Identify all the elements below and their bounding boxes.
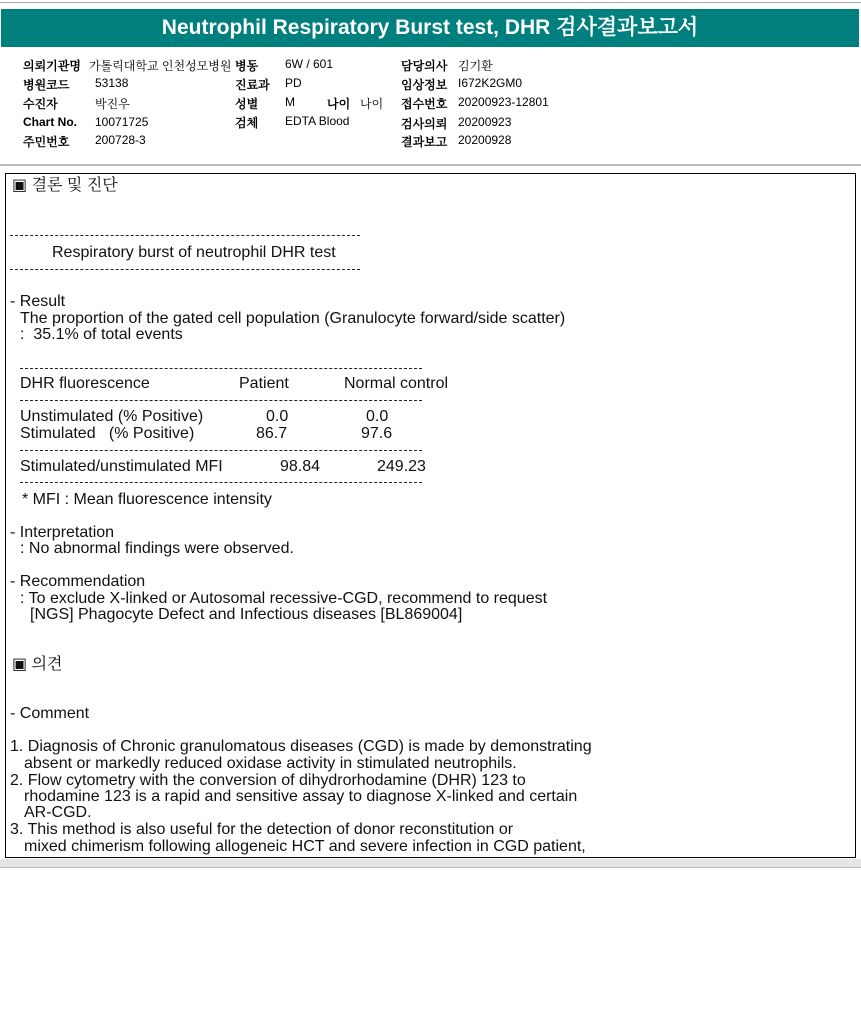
recommendation-heading: - Recommendation (10, 573, 146, 590)
chart-value: 10071725 (95, 115, 149, 129)
dept-value: PD (285, 76, 302, 90)
patient-label: 수진자 (23, 97, 58, 111)
ward-value: 6W / 601 (285, 57, 334, 71)
result-value: : 35.1% of total events (20, 326, 183, 343)
divider (10, 269, 360, 270)
table-row-label: Stimulated/unstimulated MFI (20, 458, 223, 475)
age-label: 나이 (327, 97, 351, 111)
comment-heading: - Comment (10, 705, 90, 722)
section-opinion-heading: ▣ 의견 (12, 656, 63, 673)
report-date-value: 20200928 (458, 133, 512, 147)
divider (20, 482, 422, 483)
ward-label: 병동 (235, 59, 259, 73)
request-value: 20200923 (458, 115, 512, 129)
table-cell-control: 0.0 (366, 408, 389, 425)
table-cell-control: 249.23 (377, 458, 426, 475)
result-heading: - Result (10, 293, 66, 310)
clinical-value: I672K2GM0 (458, 76, 523, 90)
institution-label: 의뢰기관명 (23, 59, 81, 73)
id-value: 200728-3 (95, 133, 146, 147)
recommendation-text: : To exclude X-linked or Autosomal recessive-CGD, recommend to request (20, 590, 548, 607)
comment-line: absent or markedly reduced oxidase activity in stimulated neutrophils. (24, 755, 517, 772)
table-cell-patient: 86.7 (256, 425, 288, 442)
table-row-label: Unstimulated (% Positive) (20, 408, 204, 425)
sex-label: 성별 (235, 97, 259, 111)
header-separator (0, 164, 861, 166)
interpretation-text: : No abnormal findings were observed. (20, 540, 294, 557)
hospital-code-value: 53138 (95, 76, 129, 90)
specimen-label: 검체 (235, 116, 259, 130)
report-date-label: 결과보고 (401, 135, 448, 149)
report-title: Neutrophil Respiratory Burst test, DHR 검사결과보고서 (1, 9, 859, 47)
hospital-code-label: 병원코드 (23, 78, 70, 92)
recommendation-text: [NGS] Phagocyte Defect and Infectious diseases [BL869004] (30, 606, 463, 623)
comment-line: mixed chimerism following allogeneic HCT and severe infection in CGD patient, (24, 838, 586, 855)
comment-line: 2. Flow cytometry with the conversion of dihydrorhodamine (DHR) 123 to (10, 772, 526, 789)
institution-value: 가톨릭대학교 인천성모병원 (89, 59, 232, 73)
request-label: 검사의뢰 (401, 117, 448, 131)
report-subtitle: Respiratory burst of neutrophil DHR test (52, 244, 336, 261)
patient-value: 박진우 (95, 97, 130, 111)
receipt-value: 20200923-12801 (458, 95, 549, 109)
comment-line: rhodamine 123 is a rapid and sensitive assay to diagnose X-linked and certain (24, 788, 578, 805)
bottom-bar (0, 859, 861, 868)
divider (20, 368, 422, 369)
doctor-label: 담당의사 (401, 59, 448, 73)
comment-line: 3. This method is also useful for the detection of donor reconstitution or (10, 821, 514, 838)
table-cell-patient: 0.0 (266, 408, 289, 425)
divider (20, 400, 422, 401)
id-label: 주민번호 (23, 135, 70, 149)
divider (10, 235, 360, 236)
specimen-value: EDTA Blood (285, 114, 350, 128)
result-text: The proportion of the gated cell population (Granulocyte forward/side scatter) (20, 310, 566, 327)
clinical-label: 임상정보 (401, 78, 448, 92)
age-value: 나이 (360, 97, 384, 111)
doctor-value: 김기환 (458, 59, 493, 73)
section-conclusion-heading: ▣ 결론 및 진단 (12, 177, 118, 194)
dept-label: 진료과 (235, 78, 270, 92)
sex-value: M (285, 95, 295, 109)
comment-line: AR-CGD. (24, 804, 92, 821)
interpretation-heading: - Interpretation (10, 524, 115, 541)
chart-label: Chart No. (23, 115, 77, 129)
table-header-control: Normal control (344, 375, 449, 392)
receipt-label: 접수번호 (401, 97, 448, 111)
table-row-label: Stimulated (% Positive) (20, 425, 195, 442)
table-cell-control: 97.6 (361, 425, 393, 442)
table-header-patient: Patient (239, 375, 289, 392)
top-border (0, 2, 861, 3)
table-cell-patient: 98.84 (280, 458, 321, 475)
divider (20, 450, 422, 451)
table-header-label: DHR fluorescence (20, 375, 150, 392)
footnote: * MFI : Mean fluorescence intensity (22, 491, 272, 508)
comment-line: 1. Diagnosis of Chronic granulomatous diseases (CGD) is made by demonstrating (10, 738, 592, 755)
